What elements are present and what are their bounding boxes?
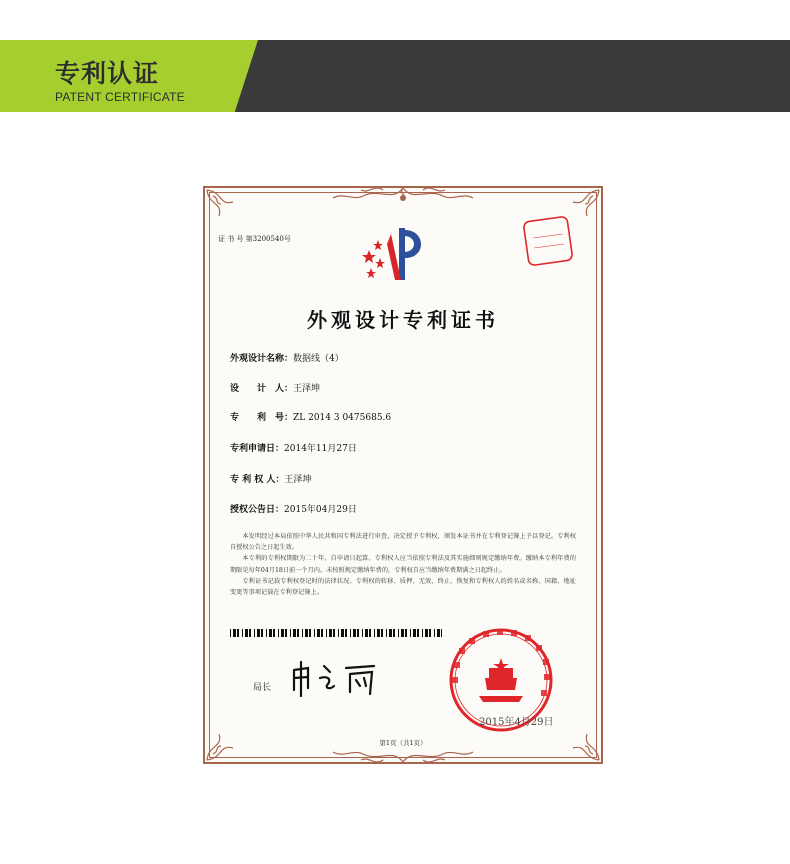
field-patentee: 专 利 权 人：王泽坤 xyxy=(230,475,312,485)
page-title: 专利认证 xyxy=(55,59,160,88)
page-number: 第1页（共1页） xyxy=(379,739,427,747)
certificate-title: 外观设计专利证书 xyxy=(307,308,499,332)
barcode-icon xyxy=(230,629,442,637)
body-paragraph: 本专利的专利权期限为二十年，自申请日起算。专利权人应当依照专利法及其实施细则规定缴纳年费。缴纳本专利年费的期限是每年04月18日前一个月内。未按照规定缴纳年费的，专利权自应当缴纳年费期满之日起终止。 xyxy=(230,555,576,574)
top-ornament-icon xyxy=(323,184,483,210)
page-subtitle: PATENT CERTIFICATE xyxy=(55,90,185,104)
field-patent-number: 专 利 号：ZL 2014 3 0475685.6 xyxy=(230,413,392,423)
seal-date: 2015年4月29日 xyxy=(479,717,554,728)
field-grant-date: 授权公告日：2015年04月29日 xyxy=(230,505,357,515)
certificate-number: 证 书 号 第3200540号 xyxy=(218,235,291,243)
director-label: 局长 xyxy=(253,683,272,693)
corner-ornament-icon xyxy=(203,186,251,234)
header-banner xyxy=(0,40,790,112)
patent-certificate xyxy=(203,186,603,764)
field-design-name: 外观设计名称：数据线（4） xyxy=(230,354,344,364)
body-paragraph: 本发明经过本局依照中华人民共和国专利法进行审查，决定授予专利权，颁发本证书并在专利登记簿上予以登记。专利权自授权公告之日起生效。 xyxy=(230,533,576,552)
director-signature xyxy=(288,656,388,698)
field-application-date: 专利申请日：2014年11月27日 xyxy=(230,444,357,454)
patent-office-logo-icon xyxy=(361,224,431,282)
agency-stamp-icon xyxy=(523,216,573,266)
field-designer: 设 计 人：王泽坤 xyxy=(230,384,321,394)
body-paragraph: 专利证书记载专利权登记时的法律状况。专利权的转移、质押、无效、终止、恢复和专利权人的姓名或名称、国籍、地址变更等事项记载在专利登记簿上。 xyxy=(230,577,576,597)
certificate-body-text xyxy=(230,531,576,598)
